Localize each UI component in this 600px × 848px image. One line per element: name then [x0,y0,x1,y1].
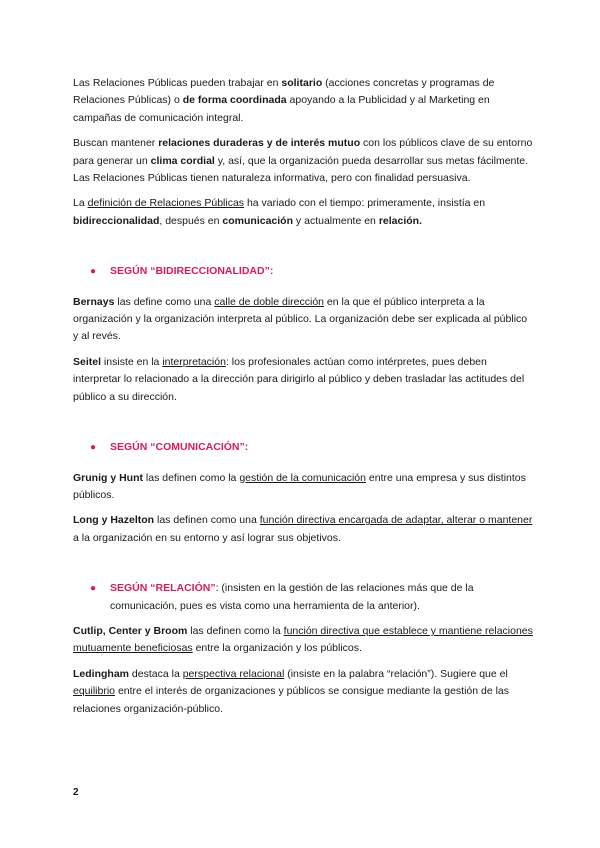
underlined-text: calle de doble dirección [214,295,325,308]
text: (insiste en la palabra “relación”). Sugiere que el [284,667,508,680]
text: y actualmente en [293,214,379,227]
author-name: Grunig y Hunt [73,471,143,484]
text: entre una empresa y sus distintos públicos. [73,471,526,501]
underlined-text: definición de Relaciones Públicas [87,197,245,210]
text: y, así, que la organización pueda desarrollar sus metas fácilmente. Las Relaciones Públicas tienen naturaleza informativa, pero con finalidad persuasiva. [73,154,529,185]
text: a la organización en su entorno y así lograr sus objetivos. [73,531,341,544]
section-heading-text: SEGÚN “COMUNICACIÓN”: [110,441,249,454]
text: (acciones concretas y programas de Relaciones Públicas) o [73,77,495,107]
text: entre la organización y los públicos. [192,642,362,655]
bold-text: clima cordial [150,154,215,167]
text: las definen como la [143,471,240,484]
author-name: Cutlip, Center y Broom [73,624,188,637]
author-name: Bernays [73,295,115,308]
bold-text: de forma coordinada [182,94,287,107]
section-heading-text: SEGÚN “BIDIRECCIONALIDAD”: [110,265,274,278]
section-heading-text: SEGÚN “RELACIÓN” [110,582,216,595]
text: ha variado con el tiempo: primeramente, insistía en [244,197,486,210]
entry-seitel [73,354,533,406]
text: apoyando a la Publicidad y al Marketing en campañas de comunicación integral. [73,94,490,124]
underlined-text: gestión de la comunicación [239,471,366,484]
text: las definen como la [187,624,284,637]
text: , después en [159,214,223,227]
section-heading-comunicacion [73,439,533,456]
text: insiste en la [101,355,163,368]
bold-text: comunicación [222,214,294,227]
entry-cutlip-center-broom [73,623,533,658]
bold-text: relación. [378,214,423,227]
section-heading-relacion [73,580,533,615]
underlined-text: función directiva que establece y mantiene relaciones mutuamente beneficiosas [73,624,533,655]
document-page [73,75,533,718]
underlined-text: perspectiva relacional [182,667,285,680]
text: en la que el público interpreta a la organización y la organización interpreta al público. La organización debe ser explicada al público y al revés. [73,295,528,343]
underlined-text: interpretación [162,355,226,368]
section-heading-note: : (insisten en la gestión de las relaciones más que de la comunicación, pues es vista como una herramienta de la anterior). [110,582,474,612]
text: La [73,197,88,210]
underlined-text: función directiva encargada de adaptar, alterar o mantener [259,514,533,527]
text: Las Relaciones Públicas pueden trabajar en [73,77,282,89]
text: con los públicos clave de su entorno para generar un [73,137,533,167]
text: entre el interés de organizaciones y públicos se consigue mediante la gestión de las relaciones organización-público. [73,685,510,715]
entry-ledingham [73,666,533,718]
paragraph-objectives [73,135,533,187]
bold-text: relaciones duraderas y de interés mutuo [158,137,361,150]
author-name: Long y Hazelton [73,514,155,527]
text: : los profesionales actúan como intérpretes, pues deben interpretar lo relacionado a la dirección para dirigirlo al público y deben trasladar las actitudes del público a su dirección. [73,355,525,403]
section-heading-bidireccionalidad [73,263,533,280]
entry-long-hazelton [73,512,533,547]
paragraph-intro [73,75,533,127]
bullet-icon: ● [90,583,97,595]
text: las define como una [114,295,215,308]
bold-text: solitario [281,77,323,89]
entry-grunig-hunt [73,470,533,505]
bullet-icon: ● [90,442,97,454]
paragraph-definition [73,195,533,230]
underlined-text: equilibrio [73,685,116,698]
bullet-icon: ● [90,266,97,278]
text: destaca la [129,667,183,680]
text: Buscan mantener [73,137,159,150]
page-number: 2 [73,787,79,798]
entry-bernays [73,294,533,346]
text: las definen como una [154,514,260,527]
author-name: Seitel [73,355,102,368]
author-name: Ledingham [73,667,130,680]
bold-text: bidireccionalidad [73,214,160,227]
